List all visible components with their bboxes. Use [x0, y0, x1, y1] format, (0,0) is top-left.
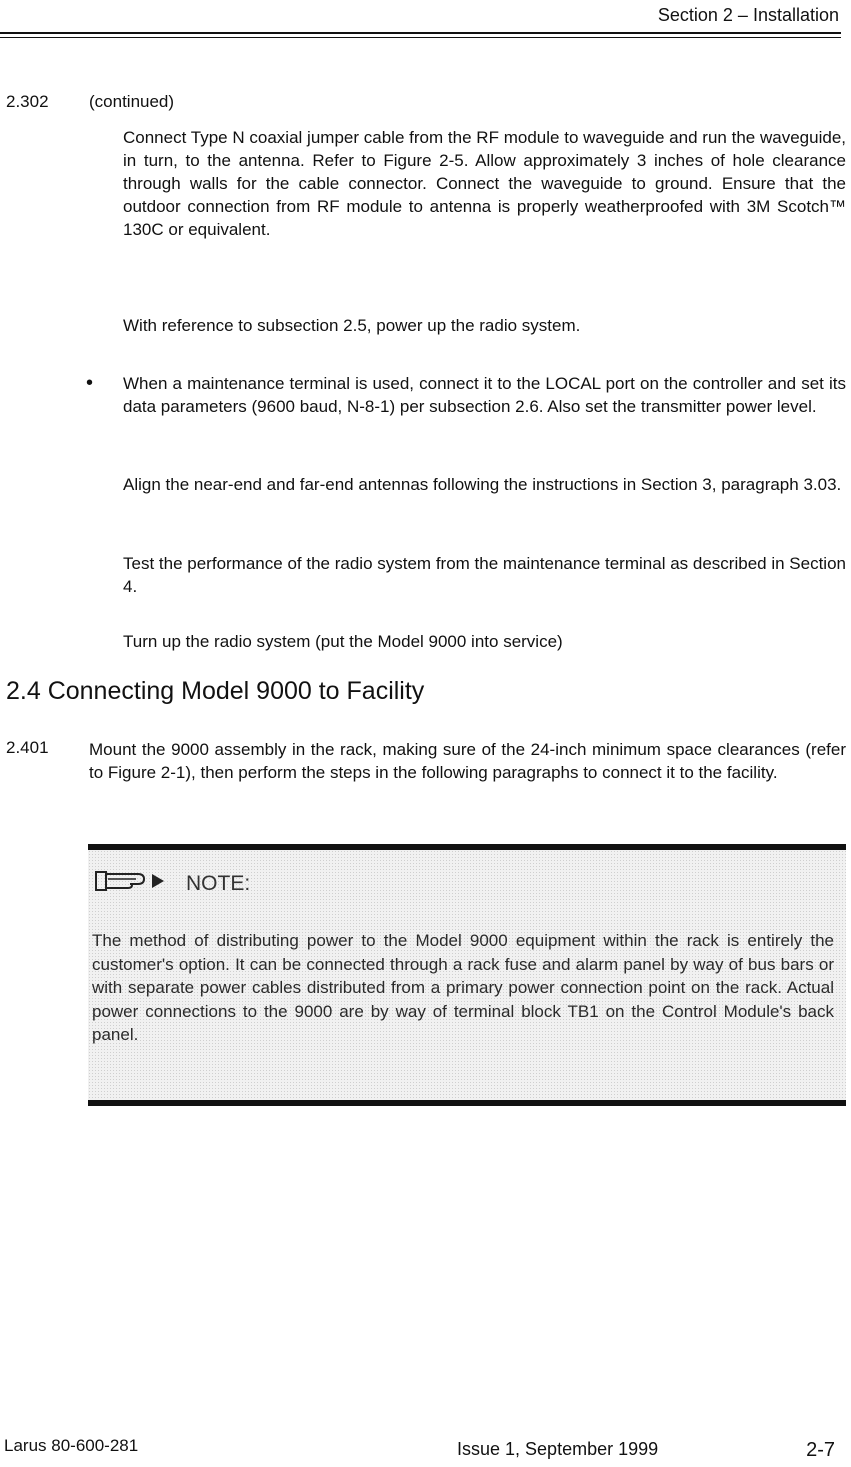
footer-issue: Issue 1, September 1999 [457, 1439, 659, 1459]
paragraph-number: 2.302 [6, 92, 49, 111]
note-box [88, 844, 846, 1106]
note-bottom-bar [88, 1100, 846, 1106]
header-section-title: Section 2 – Installation [657, 5, 839, 25]
header-rule-thin [0, 37, 841, 38]
note-top-bar [88, 844, 846, 850]
footer-page-number: 2-7 [806, 1439, 835, 1461]
pointing-hand-icon [94, 866, 170, 896]
paragraph-text-6: Turn up the radio system (put the Model 9000 into service) [123, 632, 563, 651]
note-text: The method of distributing power to the Model 9000 equipment within the rack is entirely the customer's option. It can be connected through a rack fuse and alarm panel by way of bus bars or with separate power cables distributed from a primary power connection point on the rack. Actual power connections to the 9000 are by way of terminal block TB1 on the Control Module's back panel. [92, 931, 834, 1044]
paragraph-text-3: When a maintenance terminal is used, connect it to the LOCAL port on the controller and set its data parameters (9600 baud, N-8-1) per subsection 2.6. Also set the transmitter power level. [123, 374, 846, 416]
bullet-icon: • [86, 372, 94, 394]
continued-label: (continued) [89, 92, 175, 111]
section-heading: 2.4 Connecting Model 9000 to Facility [6, 677, 425, 705]
note-label: NOTE: [186, 872, 251, 895]
paragraph-text-1: Connect Type N coaxial jumper cable from the RF module to waveguide and run the waveguide, in turn, to the antenna. Refer to Figure 2-5. Allow approximately 3 inches of hole clearance through walls for the cable connector. Connect the waveguide to ground. Ensure that the outdoor connection from RF module to antenna is properly weatherproofed with 3M Scotch™ 130C or equivalent. [123, 128, 846, 239]
footer-doc-number: Larus 80-600-281 [4, 1436, 139, 1455]
paragraph-number: 2.401 [6, 738, 49, 757]
paragraph-text-4: Align the near-end and far-end antennas following the instructions in Section 3, paragraph 3.03. [123, 475, 842, 494]
paragraph-text-2: With reference to subsection 2.5, power up the radio system. [123, 316, 581, 335]
paragraph-text: Mount the 9000 assembly in the rack, making sure of the 24-inch minimum space clearances (refer to Figure 2-1), then perform the steps in the following paragraphs to connect it to the facility. [89, 740, 846, 782]
paragraph-text-5: Test the performance of the radio system from the maintenance terminal as described in Section 4. [123, 554, 846, 596]
header-rule [0, 32, 841, 34]
